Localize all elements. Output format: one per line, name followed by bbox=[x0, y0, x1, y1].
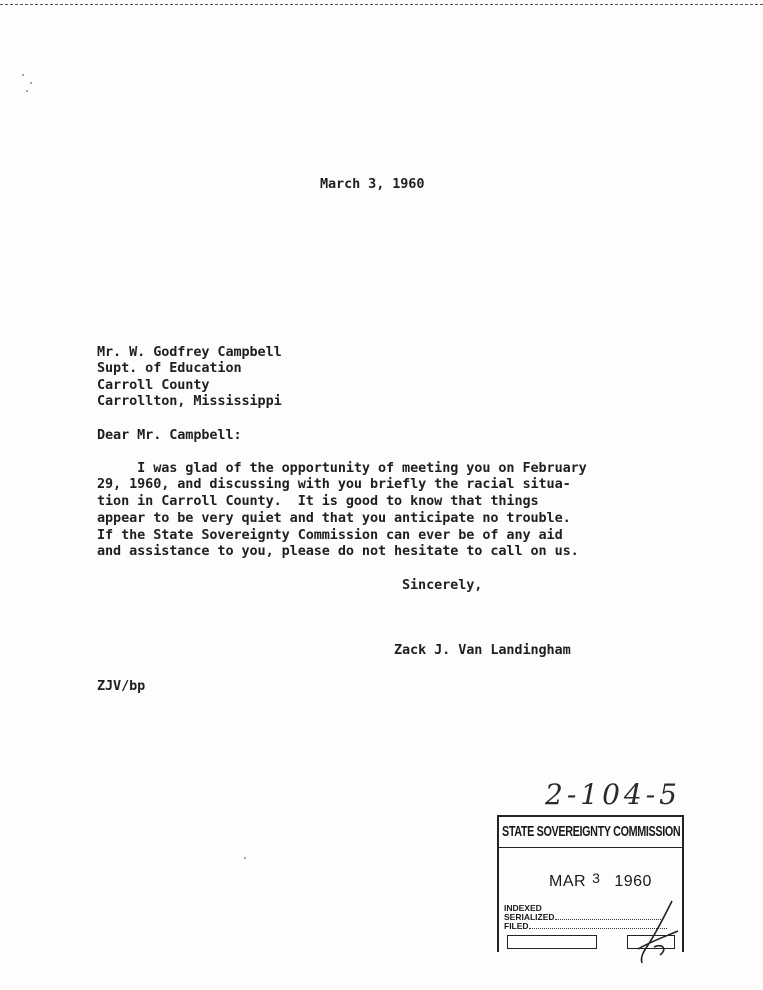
stamp-divider bbox=[499, 847, 682, 848]
paper-speckle bbox=[244, 857, 246, 859]
paper-speckle bbox=[26, 90, 28, 92]
letter-date: March 3, 1960 bbox=[320, 176, 425, 192]
body-line: I was glad of the opportunity of meeting you on February bbox=[97, 460, 587, 476]
stamp-field-label: INDEXED bbox=[504, 903, 542, 913]
stamp-field-label: SERIALIZED bbox=[504, 912, 555, 922]
address-line: Mr. W. Godfrey Campbell bbox=[97, 344, 282, 360]
stamp-date bbox=[549, 870, 652, 891]
stamp-field-label: FILED bbox=[504, 921, 529, 931]
body-line: 29, 1960, and discussing with you briefly the racial situa- bbox=[97, 476, 571, 492]
address-line: Carroll County bbox=[97, 377, 210, 393]
body-line: tion in Carroll County. It is good to know that things bbox=[97, 493, 539, 509]
address-line: Carrollton, Mississippi bbox=[97, 393, 282, 409]
typist-initials: ZJV/bp bbox=[97, 678, 146, 694]
body-line: appear to be very quiet and that you anticipate no trouble. bbox=[97, 510, 571, 526]
body-line: and assistance to you, please do not hesitate to call on us. bbox=[97, 543, 579, 559]
address-line: Supt. of Education bbox=[97, 360, 242, 376]
initials-scribble bbox=[634, 897, 684, 967]
stamp-month: MAR bbox=[549, 873, 587, 890]
paper-speckle bbox=[22, 74, 24, 76]
salutation: Dear Mr. Campbell: bbox=[97, 427, 242, 443]
signer-name: Zack J. Van Landingham bbox=[394, 642, 571, 658]
body-line: If the State Sovereignty Commission can ever be of any aid bbox=[97, 527, 563, 543]
stamp-day: 3 bbox=[592, 870, 601, 886]
commission-stamp bbox=[497, 815, 684, 952]
stamp-header: STATE SOVEREIGNTY COMMISSION bbox=[502, 823, 681, 840]
page-top-edge bbox=[0, 4, 763, 5]
closing: Sincerely, bbox=[402, 577, 483, 593]
stamp-year: 1960 bbox=[614, 873, 652, 890]
paper-speckle bbox=[30, 82, 32, 84]
stamp-box bbox=[507, 935, 597, 949]
handwritten-file-number: 2-104-5 bbox=[545, 778, 681, 811]
